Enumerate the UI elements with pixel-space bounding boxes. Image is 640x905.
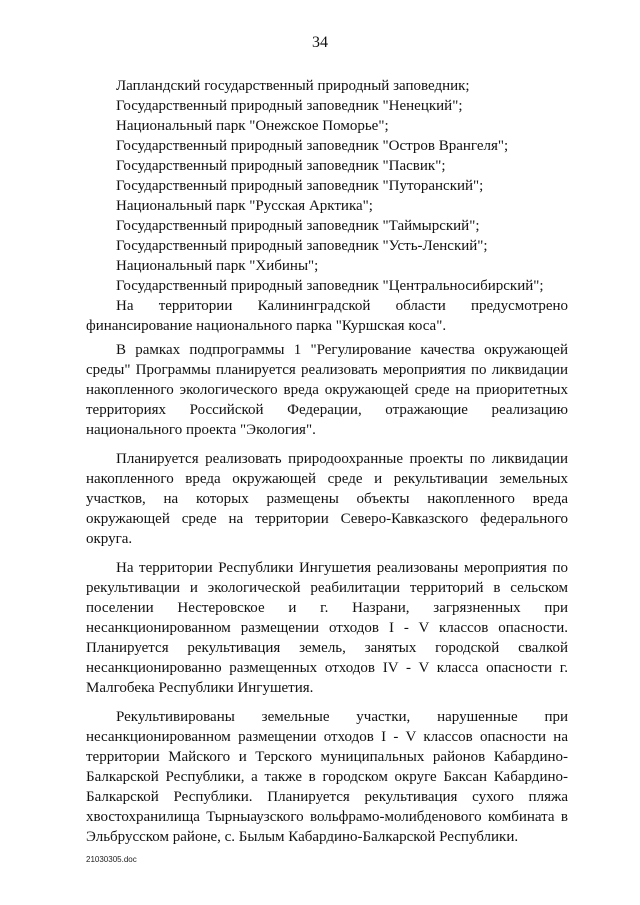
document-filename: 21030305.doc <box>86 855 137 864</box>
list-item: Государственный природный заповедник "Остров Врангеля"; <box>116 138 509 154</box>
page-number: 34 <box>312 34 328 51</box>
list-item: Лапландский государственный природный заповедник; <box>116 78 470 94</box>
paragraph-north-caucasus: Планируется реализовать природоохранные проекты по ликвидации накопленного вреда окружающей среде и рекультивации земельных участков, на которых размещены объекты накопленного вреда окружающей среде на территории Северо-Кавказского федерального округа. <box>86 451 568 547</box>
list-item: Национальный парк "Онежское Поморье"; <box>116 118 389 134</box>
list-item: Национальный парк "Хибины"; <box>116 258 319 274</box>
list-item: Государственный природный заповедник "Путоранский"; <box>116 178 484 194</box>
list-item: Государственный природный заповедник "Усть-Ленский"; <box>116 238 488 254</box>
paragraph-ingushetia: На территории Республики Ингушетия реализованы мероприятия по рекультивации и экологической реабилитации территорий в сельском поселении Нестеровское и г. Назрани, загрязненных при несанкционированном размещении отходов I - V классов опасности. Планируется рекультивация земель, занятых городской свалкой несанкционированно размещенных отходов IV - V класса опасности г. Малгобека Республики Ингушетия. <box>86 560 568 696</box>
list-item: Государственный природный заповедник "Ненецкий"; <box>116 98 463 114</box>
list-item: Государственный природный заповедник "Таймырский"; <box>116 218 480 234</box>
list-item: Национальный парк "Русская Арктика"; <box>116 198 373 214</box>
list-item: Государственный природный заповедник "Пасвик"; <box>116 158 446 174</box>
paragraph-kaliningrad: На территории Калининградской области предусмотрено финансирование национального парка "Куршская коса". <box>86 298 568 334</box>
paragraph-subprogram-1: В рамках подпрограммы 1 "Регулирование качества окружающей среды" Программы планируется реализовать мероприятия по ликвидации накопленного экологического вреда окружающей среде на приоритетных территориях Российской Федерации, отражающие реализацию национального проекта "Экология". <box>86 342 568 438</box>
document-body <box>86 76 568 856</box>
paragraph-kabardino-balkaria: Рекультивированы земельные участки, нарушенные при несанкционированном размещении отходов I - V классов опасности на территории Майского и Терского муниципальных районов Кабардино-Балкарской Республики, а также в городском округе Баксан Кабардино-Балкарской Республики. Планируется рекультивация сухого пляжа хвостохранилища Тырныаузского вольфрамо-молибденового комбината в Эльбрусском районе, с. Былым Кабардино-Балкарской Республики. <box>86 709 568 845</box>
list-item: Государственный природный заповедник "Центральносибирский"; <box>116 278 544 294</box>
